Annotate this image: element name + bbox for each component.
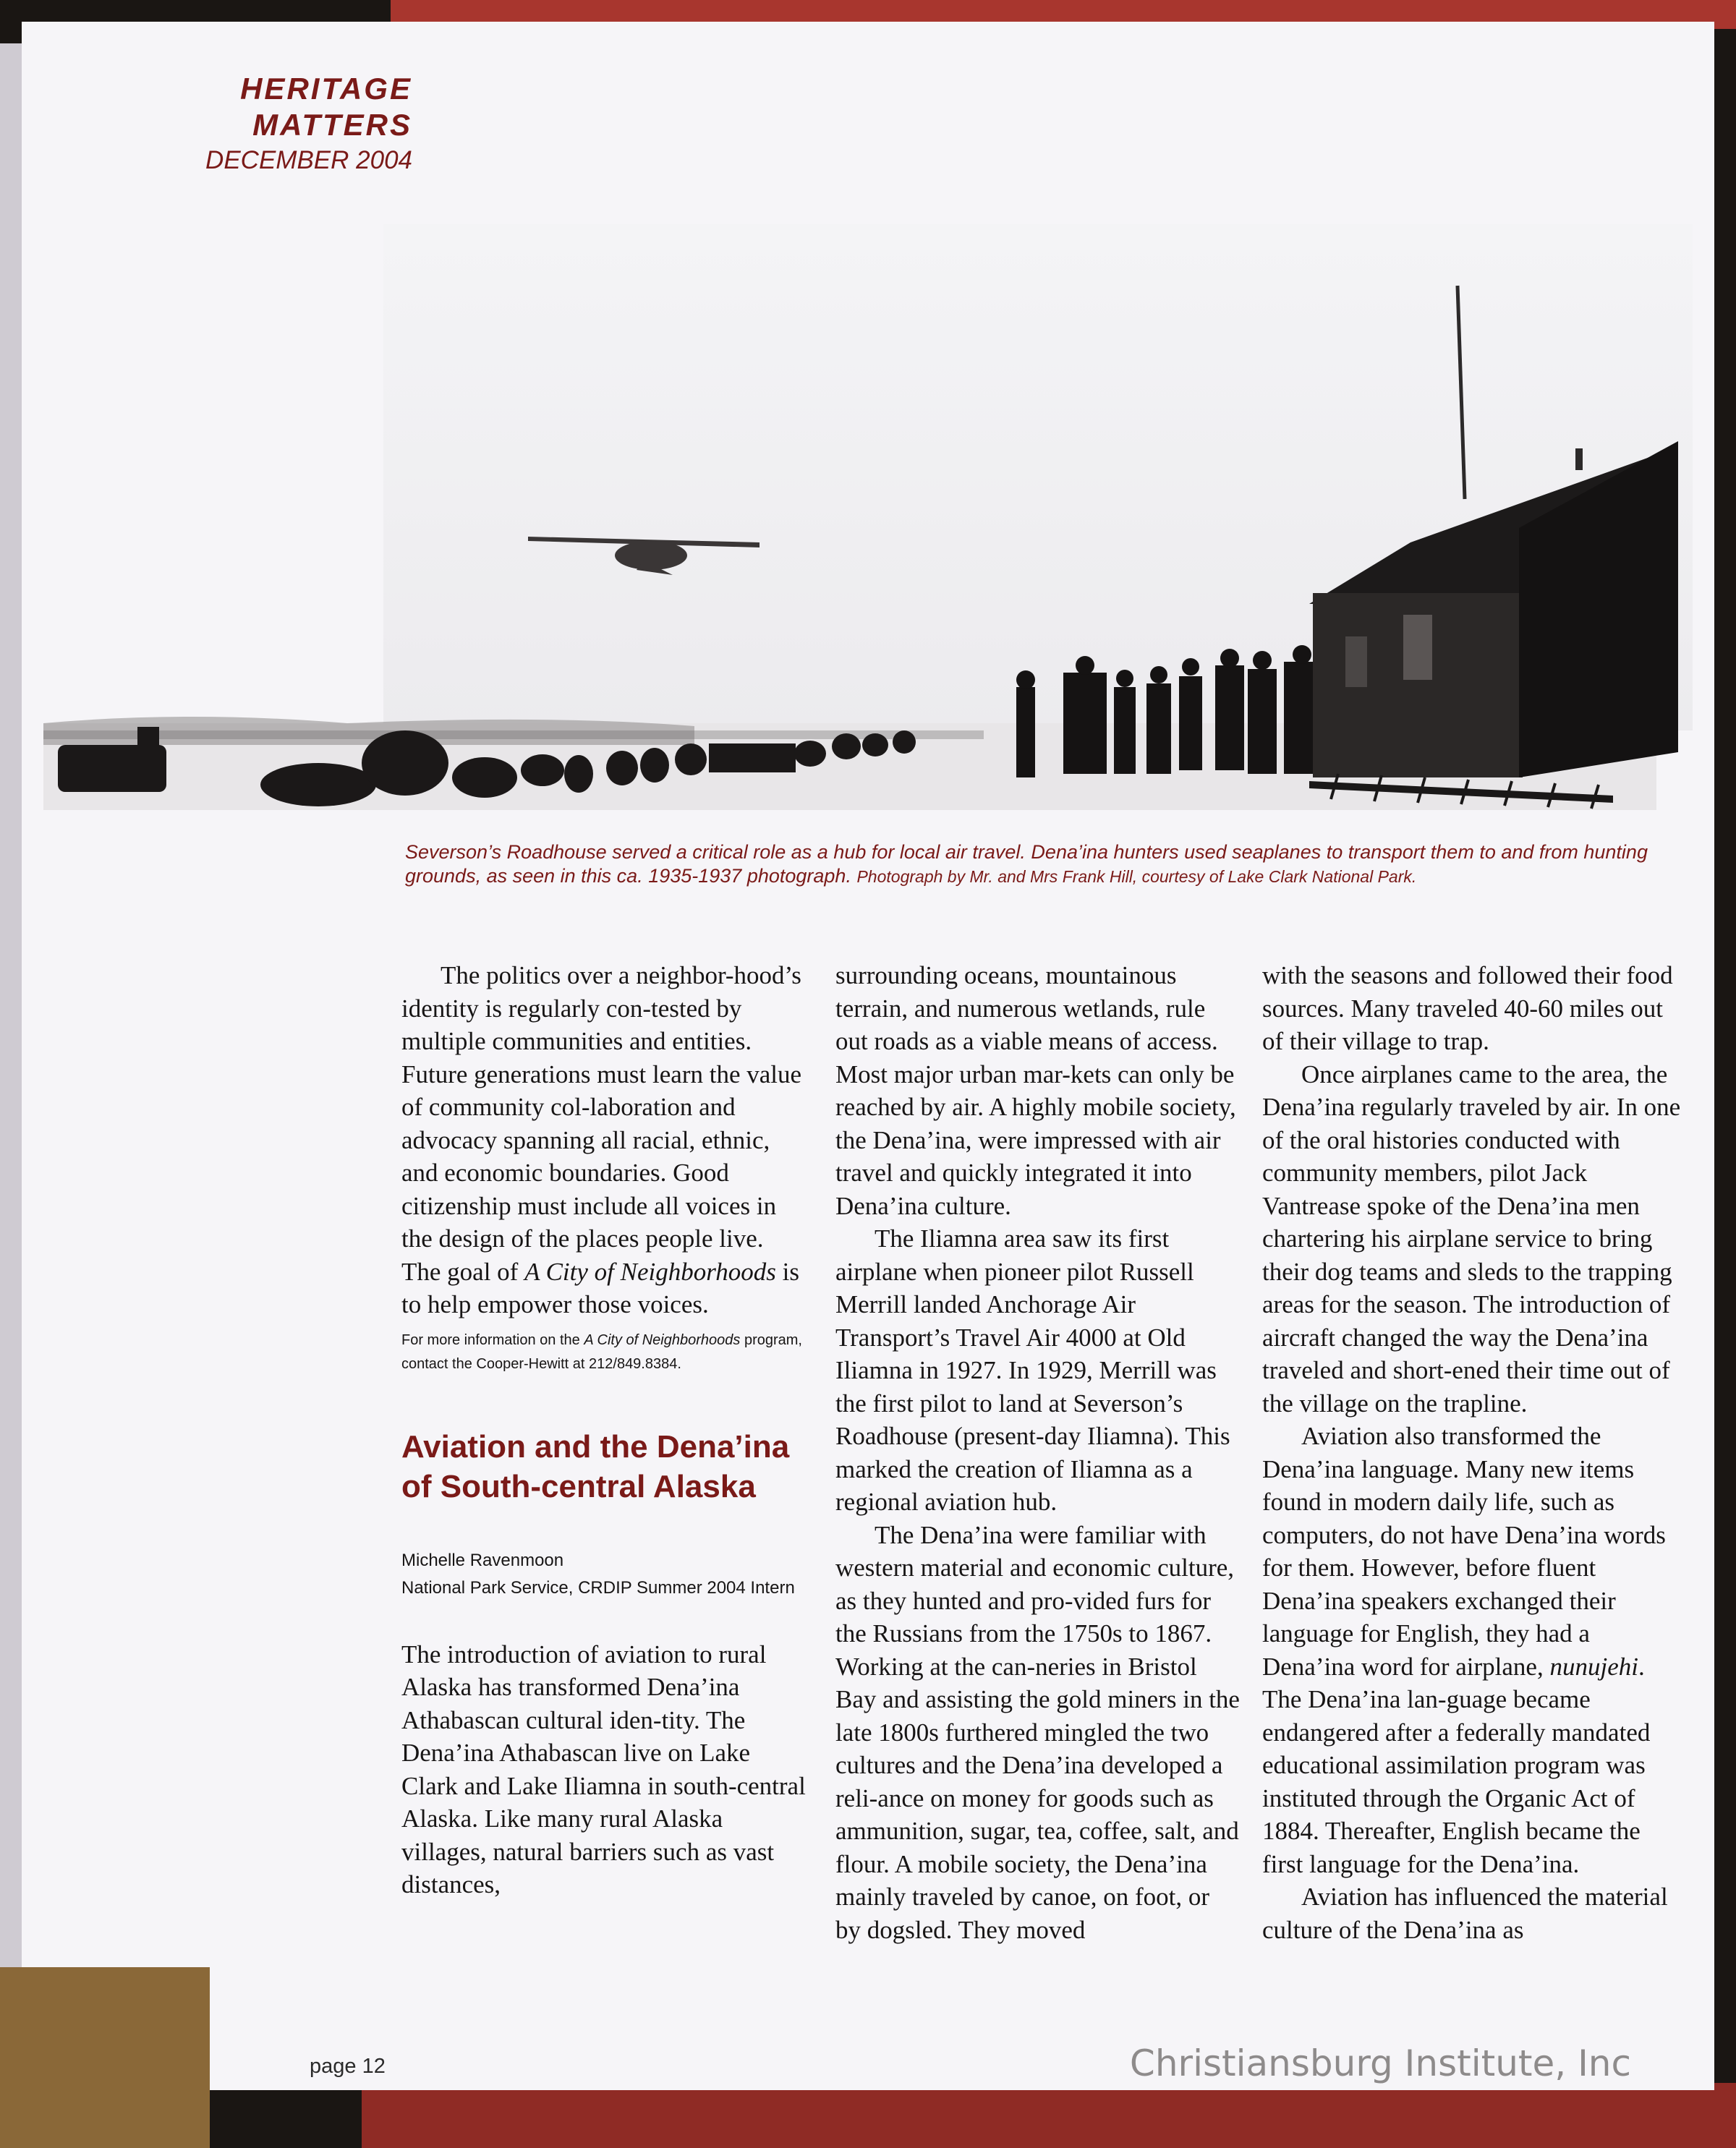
- note-text: For more information on the: [401, 1331, 580, 1348]
- photo-caption: [405, 840, 1649, 889]
- paragraph: The Iliamna area saw its first airplane when pioneer pilot Russell Merrill landed Anchorage Air Transport’s Travel Air 4000 at Old Iliamna in 1927. In 1929, Merrill was the first pilot to land at Severson’s Roadhouse (present-day Iliamna). This marked the creation of Iliamna as a regional aviation hub.: [835, 1224, 1230, 1516]
- dena-ina-word: nunujehi: [1549, 1652, 1638, 1681]
- caption-text: Severson’s Roadhouse served a critical role as a hub for local air travel. Dena’ina hunters used seaplanes to transport them to and from hunting grounds, as seen in this ca. 1935-1937 photograph.: [405, 841, 1648, 887]
- author-name: Michelle Ravenmoon: [401, 1550, 564, 1570]
- column-3: [1262, 959, 1682, 1946]
- photo-credit: Photograph by Mr. and Mrs Frank Hill, courtesy of Lake Clark National Park.: [856, 867, 1417, 886]
- column-1: [401, 959, 807, 1901]
- note-program-title: A City of Neighborhoods: [584, 1331, 741, 1348]
- program-contact-note: [401, 1329, 807, 1376]
- issue-date: DECEMBER 2004: [205, 146, 412, 174]
- paragraph: The Dena’ina were familiar with western material and economic culture, as they hunted and pro-vided furs for the Russians from the 1750s to 1867. Working at the can-neries in Bristol Bay and assisting the gold miners in the late 1800s furthered mingled the two cultures and the Dena’ina developed a reli-ance on money for goods such as ammunition, sugar, tea, coffee, salt, and flour. A mobile society, the Dena’ina mainly traveled by canoe, on foot, or by dogsled. They moved: [835, 1520, 1240, 1944]
- author-affiliation: National Park Service, CRDIP Summer 2004 Intern: [401, 1577, 795, 1598]
- masthead-title-line2: MATTERS: [252, 108, 412, 142]
- article-heading: Aviation and the Dena’ina of South-central Alaska: [401, 1428, 790, 1504]
- paragraph-text: is to help empower those voices.: [401, 1257, 799, 1318]
- article-intro: The introduction of aviation to rural Alaska has transformed Dena’ina Athabascan cultural iden-tity. The Dena’ina Athabascan live on Lake Clark and Lake Iliamna in south-central Alaska. Like many rural Alaska villages, natural barriers such as vast distances,: [401, 1640, 806, 1898]
- paragraph: surrounding oceans, mountainous terrain, and numerous wetlands, rule out roads as a viable means of access. Most major urban mar-kets can only be reached by air. A highly mobile society, the Dena’ina, were impressed with air travel and quickly integrated it into Dena’ina culture.: [835, 961, 1236, 1220]
- masthead: [152, 71, 412, 176]
- paragraph: Aviation has influenced the material culture of the Dena’ina as: [1262, 1883, 1668, 1944]
- roadhouse-photograph: [43, 224, 1693, 810]
- table-corner: [0, 1967, 210, 2148]
- masthead-title-line1: HERITAGE: [240, 72, 412, 106]
- page-number: page 12: [310, 2055, 386, 2078]
- magazine-page: [22, 22, 1714, 2090]
- paragraph: with the seasons and followed their food sources. Many traveled 40-60 miles out of their village to trap.: [1262, 961, 1673, 1055]
- paragraph: Once airplanes came to the area, the Dena’ina regularly traveled by air. In one of the oral histories conducted with community members, pilot Jack Vantrease spoke of the Dena’ina men chartering his airplane service to bring their dog teams and sleds to the trapping areas for the season. The introduction of aircraft changed the way the Dena’ina traveled and short-ened their time out of the village on the trapline.: [1262, 1060, 1681, 1418]
- byline: [401, 1547, 807, 1602]
- paragraph: [1262, 1420, 1682, 1880]
- watermark: Christiansburg Institute, Inc: [1129, 2042, 1631, 2084]
- paragraph-text: . The Dena’ina lan-guage became endangered after a federally mandated educational assimilation program was instituted through the Organic Act of 1884. Thereafter, English became the first language for the Dena’ina.: [1262, 1652, 1651, 1878]
- note-text: program, contact the Cooper-Hewitt at 212/849.8384.: [401, 1331, 802, 1372]
- column-2: [835, 959, 1241, 1946]
- paragraph-text: Aviation also transformed the Dena’ina language. Many new items found in modern daily life, such as computers, do not have Dena’ina words for them. However, before fluent Dena’ina speakers exchanged their language for English, they had a Dena’ina word for airplane,: [1262, 1422, 1666, 1681]
- paragraph-text: The politics over a neighbor-hood’s identity is regularly con-tested by multiple communities and entities. Future generations must learn the value of community col-laboration and advocacy spanning all racial, ethnic, and economic boundaries. Good citizenship must include all voices in the design of the places people live. The goal of: [401, 961, 802, 1286]
- program-title: A City of Neighborhoods: [524, 1257, 776, 1286]
- paragraph: [401, 959, 807, 1321]
- cover-edge-bottom: [362, 2083, 1736, 2148]
